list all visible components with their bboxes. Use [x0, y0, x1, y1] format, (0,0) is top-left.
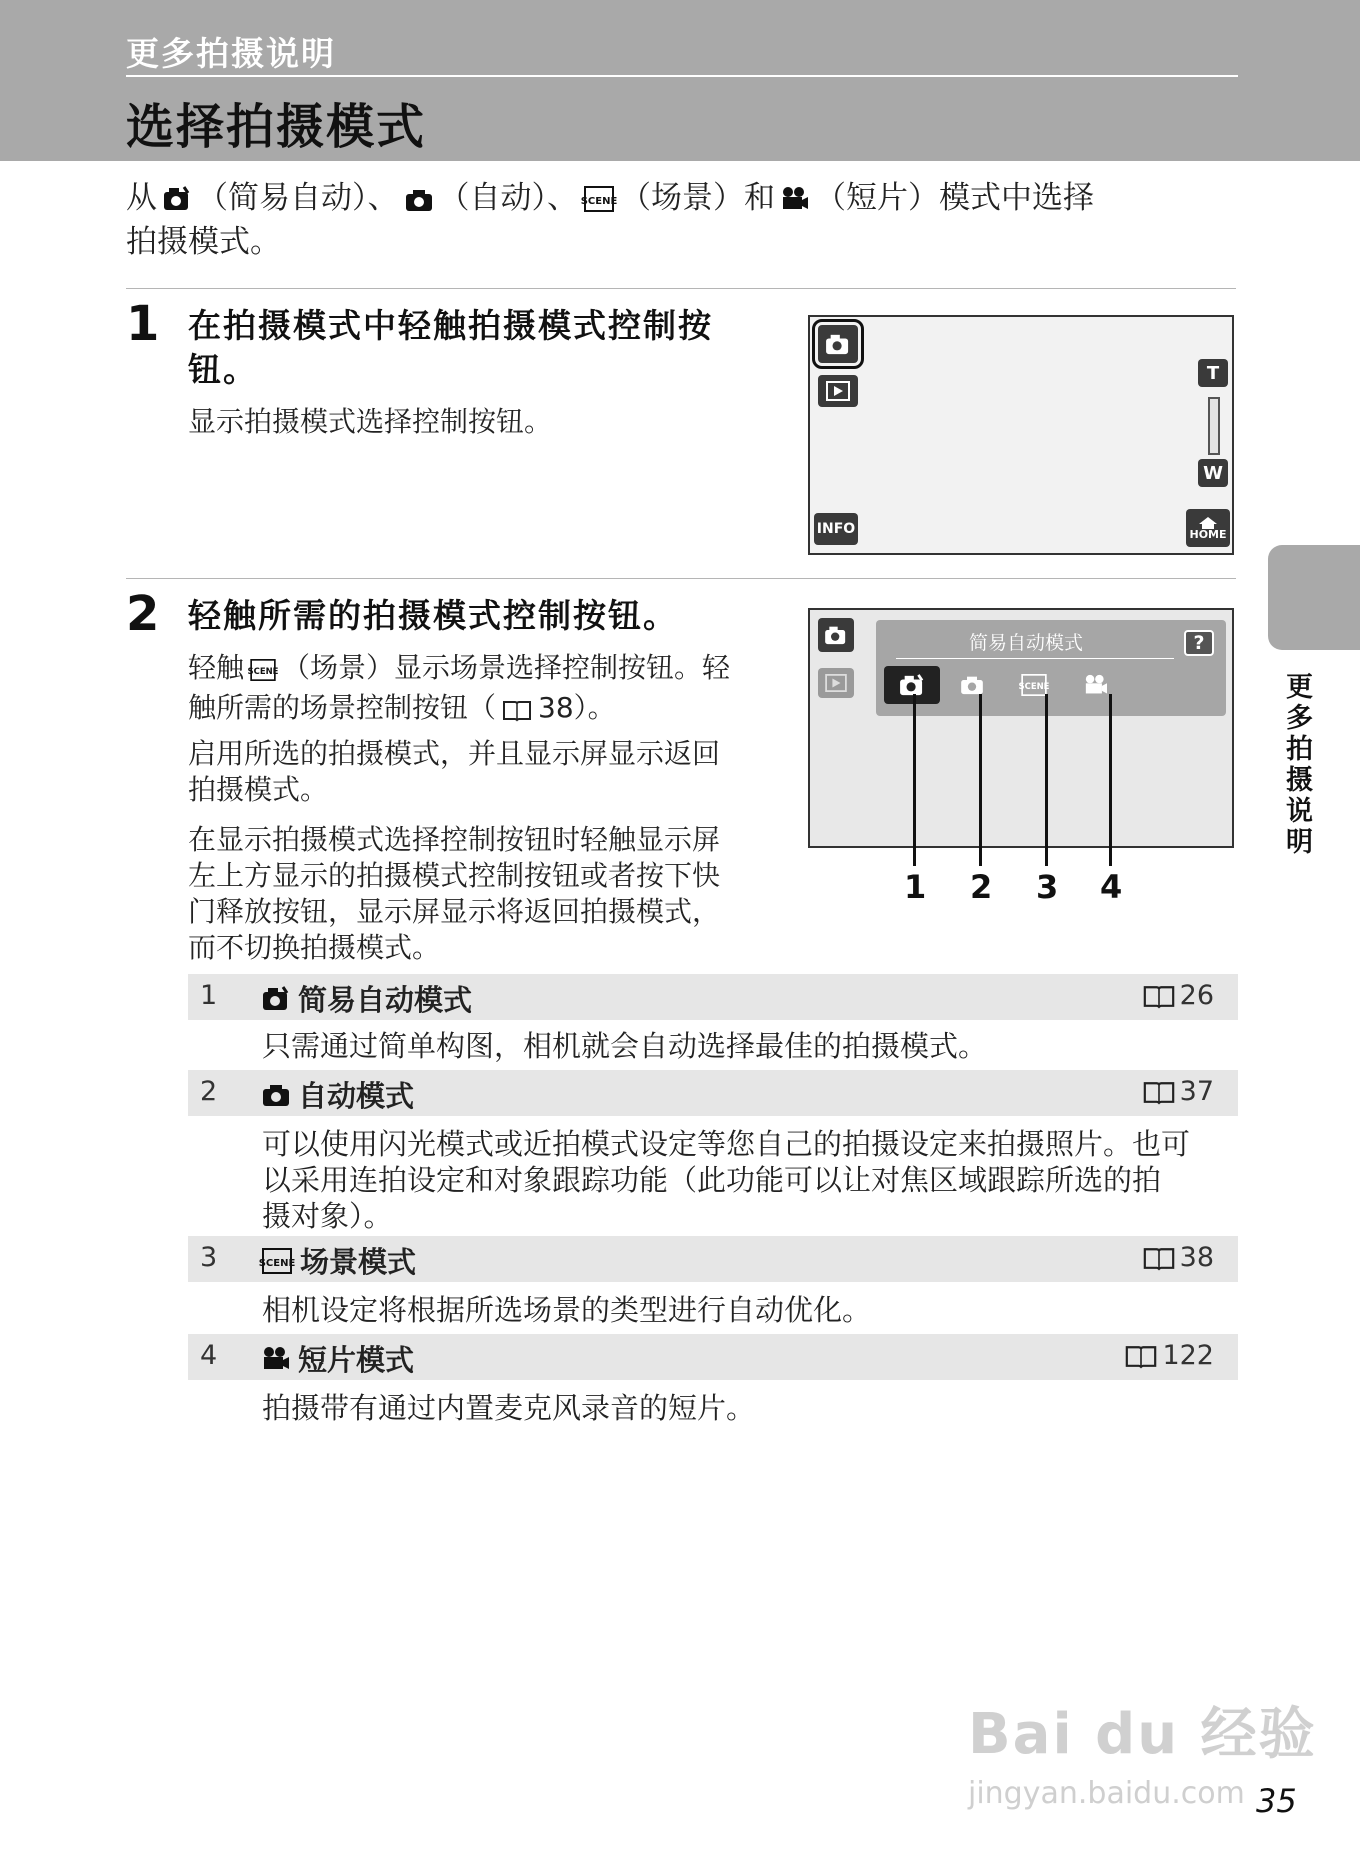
mode-desc-line: 以采用连拍设定和对象跟踪功能（此功能可以让对焦区域跟踪所选的拍 — [262, 1163, 1162, 1197]
mode-row-easy-auto — [188, 974, 1238, 1020]
mode-easy-auto-button[interactable] — [884, 666, 940, 704]
mode-name — [258, 1240, 417, 1281]
page-number: 35 — [1256, 1782, 1297, 1820]
page-ref-number: 37 — [1179, 1076, 1214, 1107]
callout-number: 1 — [904, 868, 927, 906]
divider — [896, 658, 1174, 659]
text: 启用所选的拍摄模式，并且显示屏显示返回 — [188, 737, 721, 770]
text: 拍摄模式。 — [188, 773, 329, 806]
zoom-wide-button[interactable]: W — [1198, 459, 1228, 487]
mode-desc — [262, 1390, 755, 1426]
mode-desc — [262, 1292, 871, 1328]
mode-name-text: 自动模式 — [298, 1079, 415, 1113]
play-icon — [826, 381, 850, 401]
svg-text:SCENE: SCENE — [247, 666, 279, 677]
mode-row-auto — [188, 1070, 1238, 1116]
callout-line — [913, 694, 916, 866]
shooting-mode-button[interactable] — [818, 325, 858, 363]
mode-desc-line: 摄对象）。 — [262, 1199, 393, 1233]
page-ref-number: 26 — [1179, 980, 1214, 1011]
mode-name-text: 简易自动模式 — [298, 983, 473, 1017]
home-icon — [1199, 517, 1217, 529]
page-ref[interactable]: 38 — [538, 691, 574, 724]
movie-icon — [781, 182, 809, 222]
home-label: HOME — [1189, 527, 1227, 541]
home-button[interactable] — [1186, 509, 1230, 547]
svg-text:SCENE: SCENE — [580, 196, 618, 207]
mode-name — [262, 1074, 414, 1115]
intro-text: （自动）、 — [438, 180, 578, 216]
step-2-para-3 — [188, 822, 788, 966]
svg-text:SCENE: SCENE — [1018, 681, 1050, 692]
mode-name-text: 短片模式 — [298, 1343, 415, 1377]
scene-icon — [1018, 674, 1050, 696]
mode-number: 2 — [200, 1076, 218, 1107]
page-ref[interactable] — [1142, 980, 1214, 1011]
header-divider — [126, 75, 1238, 77]
intro-text: （短片）模式中选择 — [815, 180, 1094, 216]
mode-desc — [262, 1028, 987, 1064]
mode-name — [262, 1338, 414, 1379]
mode-desc-line: 只需通过简单构图，相机就会自动选择最佳的拍摄模式。 — [262, 1029, 988, 1063]
callout-line — [979, 694, 982, 866]
text: 轻触 — [188, 651, 245, 684]
easy-auto-icon — [825, 333, 851, 355]
scene-icon — [247, 654, 279, 690]
playback-button[interactable] — [818, 668, 854, 698]
book-icon — [1142, 984, 1176, 1008]
easy-auto-icon — [163, 182, 191, 222]
page-title: 选择拍摄模式 — [126, 99, 427, 155]
page-ref[interactable] — [1142, 1242, 1214, 1273]
intro-text: （场景）和 — [620, 180, 775, 216]
text: ）。 — [573, 691, 616, 724]
page-ref[interactable] — [1124, 1340, 1214, 1371]
camera-icon — [405, 182, 433, 222]
scene-icon — [580, 182, 618, 222]
text: 在显示拍摄模式选择控制按钮时轻触显示屏 — [188, 823, 721, 856]
text: 而不切换拍摄模式。 — [188, 931, 441, 964]
movie-icon — [1084, 674, 1108, 696]
divider — [126, 578, 1236, 579]
watermark-logo: Bai du 经验 — [968, 1702, 1317, 1767]
shooting-mode-button[interactable] — [818, 618, 854, 652]
text: 触所需的场景控制按钮（ — [188, 691, 497, 724]
book-icon — [1142, 1080, 1176, 1104]
mode-scene-button[interactable] — [1012, 666, 1056, 704]
step-1-title-line: 钮。 — [188, 350, 258, 389]
divider — [126, 288, 1236, 289]
step-2-para-1 — [188, 650, 788, 730]
text: （场景）显示场景选择控制按钮。轻 — [282, 651, 731, 684]
easy-auto-icon — [899, 674, 925, 696]
scene-icon — [258, 1248, 296, 1274]
mode-desc-line: 拍摄带有通过内置麦克风录音的短片。 — [262, 1391, 756, 1425]
callout-line — [1045, 694, 1048, 866]
step-1-desc: 显示拍摄模式选择控制按钮。 — [188, 405, 553, 438]
step-1-title-line: 在拍摄模式中轻触拍摄模式控制按 — [188, 306, 713, 345]
zoom-slider[interactable] — [1208, 397, 1220, 455]
page-ref-number: 38 — [1179, 1242, 1214, 1273]
book-icon — [502, 694, 532, 730]
step-1-title — [188, 304, 788, 392]
movie-icon — [262, 1346, 290, 1372]
intro-paragraph — [126, 178, 1236, 262]
mode-number: 3 — [200, 1242, 218, 1273]
mode-desc-line: 相机设定将根据所选场景的类型进行自动优化。 — [262, 1293, 872, 1327]
mode-name — [262, 978, 472, 1019]
step-2-para-2 — [188, 736, 788, 808]
side-tab-label: 更多拍摄说明 — [1281, 672, 1312, 858]
book-icon — [1142, 1246, 1176, 1270]
callout-number: 4 — [1100, 868, 1123, 906]
step-1-number: 1 — [126, 296, 160, 352]
text: 门释放按钮，显示屏显示将返回拍摄模式， — [188, 895, 721, 928]
mode-desc-line: 可以使用闪光模式或近拍模式设定等您自己的拍摄设定来拍摄照片。也可 — [262, 1127, 1191, 1161]
zoom-tele-button[interactable]: T — [1198, 359, 1228, 387]
mode-select-panel — [876, 620, 1226, 716]
callout-number: 2 — [970, 868, 993, 906]
header-band — [0, 0, 1360, 161]
play-icon — [825, 674, 847, 692]
mode-panel-title: 简易自动模式 — [968, 632, 1083, 654]
section-title: 更多拍摄说明 — [126, 34, 336, 73]
page-ref[interactable] — [1142, 1076, 1214, 1107]
callout-number: 3 — [1036, 868, 1059, 906]
callout-line — [1109, 694, 1112, 866]
easy-auto-icon — [262, 986, 290, 1012]
text: 左上方显示的拍摄模式控制按钮或者按下快 — [188, 859, 721, 892]
intro-text: 从 — [126, 180, 157, 216]
mode-row-scene — [188, 1236, 1238, 1282]
mode-auto-button[interactable] — [950, 666, 994, 704]
mode-number: 1 — [200, 980, 218, 1011]
side-tab — [1268, 545, 1360, 650]
info-button[interactable]: INFO — [814, 513, 858, 545]
camera-icon — [960, 675, 984, 695]
step-2-title: 轻触所需的拍摄模式控制按钮。 — [188, 596, 678, 635]
mode-number: 4 — [200, 1340, 218, 1371]
mode-desc — [262, 1126, 1190, 1234]
intro-text: （简易自动）、 — [197, 180, 399, 216]
book-icon — [1124, 1344, 1158, 1368]
help-button[interactable]: ? — [1184, 630, 1214, 656]
camera-icon — [262, 1083, 290, 1107]
mode-row-movie — [188, 1334, 1238, 1380]
step-2-number: 2 — [126, 586, 160, 642]
watermark-url: jingyan.baidu.com — [968, 1776, 1245, 1811]
easy-auto-icon — [824, 625, 848, 645]
mode-name-text: 场景模式 — [300, 1245, 417, 1279]
camera-screen-shooting — [808, 315, 1234, 555]
playback-button[interactable] — [818, 375, 858, 407]
intro-text: 拍摄模式。 — [126, 224, 281, 260]
camera-screen-mode-select — [808, 608, 1234, 848]
svg-text:SCENE: SCENE — [258, 1257, 296, 1269]
page-ref-number: 122 — [1162, 1340, 1214, 1371]
